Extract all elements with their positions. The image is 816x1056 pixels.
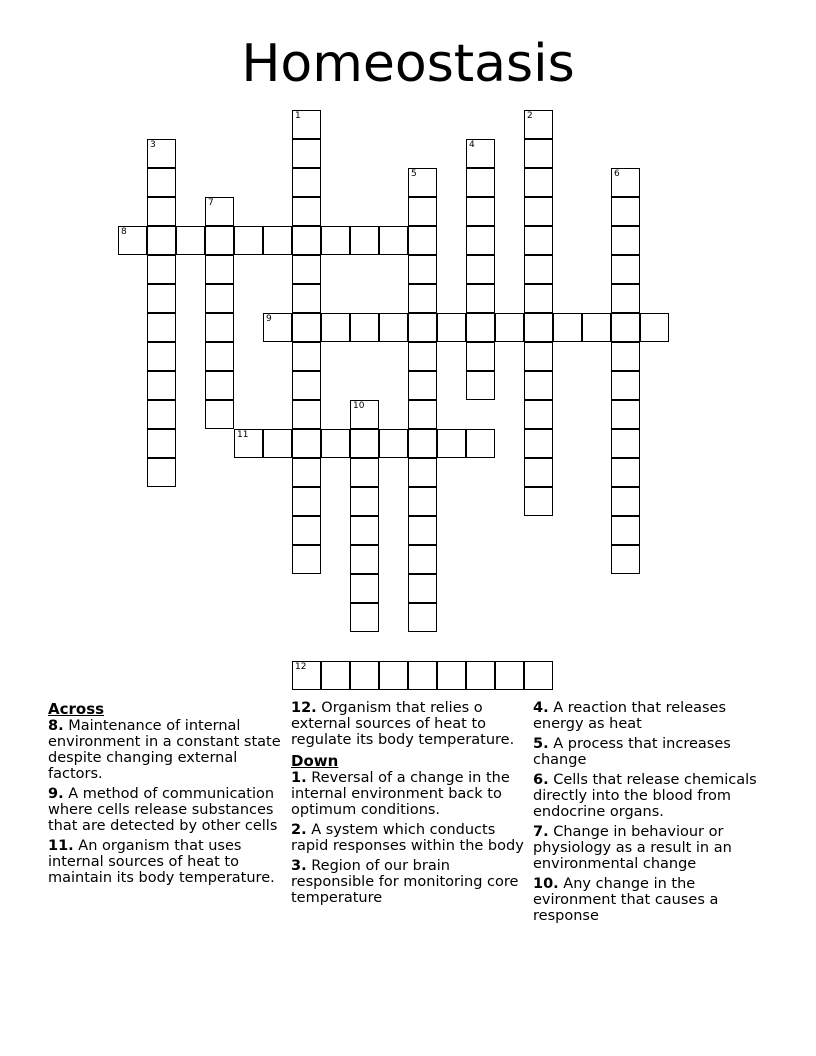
grid-cell[interactable] [611, 342, 640, 371]
grid-cell[interactable] [292, 284, 321, 313]
grid-cell[interactable] [292, 342, 321, 371]
grid-cell[interactable] [205, 313, 234, 342]
grid-cell[interactable] [350, 429, 379, 458]
grid-cell[interactable] [408, 400, 437, 429]
clue-number: 7 [208, 198, 214, 208]
clue-number: 4 [469, 140, 475, 150]
grid-cell[interactable] [524, 371, 553, 400]
grid-cell[interactable] [292, 545, 321, 574]
grid-cell[interactable] [205, 255, 234, 284]
grid-cell[interactable] [524, 284, 553, 313]
grid-cell[interactable] [611, 255, 640, 284]
grid-cell[interactable] [524, 661, 553, 690]
grid-cell[interactable] [524, 429, 553, 458]
grid-cell[interactable] [205, 371, 234, 400]
grid-cell[interactable] [408, 284, 437, 313]
grid-cell[interactable] [408, 168, 437, 197]
grid-cell[interactable] [611, 429, 640, 458]
grid-cell[interactable] [466, 371, 495, 400]
grid-cell[interactable] [292, 400, 321, 429]
clues-column-2 [291, 700, 531, 910]
clue-number: 2 [527, 111, 533, 121]
grid-cell[interactable] [205, 342, 234, 371]
grid-cell[interactable] [350, 603, 379, 632]
page-title: Homeostasis [241, 34, 575, 94]
clue-number: 10 [353, 401, 365, 411]
clue-number: 8 [121, 227, 127, 237]
grid-cell[interactable] [640, 313, 669, 342]
clue-down-4: 4. A reaction that releases energy as heat [533, 700, 727, 732]
clue-down-5: 5. A process that increases change [533, 736, 731, 768]
grid-cell[interactable] [350, 516, 379, 545]
grid-cell[interactable] [147, 400, 176, 429]
clue-across-12: 12. Organism that relies o external sources of heat to regulate its body temperature. [291, 700, 515, 748]
clue-number: 1 [295, 111, 301, 121]
grid-cell[interactable] [147, 429, 176, 458]
grid-cell[interactable] [611, 487, 640, 516]
grid-cell[interactable] [408, 574, 437, 603]
grid-cell[interactable] [408, 371, 437, 400]
grid-cell[interactable] [350, 226, 379, 255]
grid-cell[interactable] [263, 429, 292, 458]
grid-cell[interactable] [263, 313, 292, 342]
grid-cell[interactable] [292, 516, 321, 545]
grid-cell[interactable] [524, 255, 553, 284]
grid-cell[interactable] [408, 458, 437, 487]
grid-cell[interactable] [350, 313, 379, 342]
grid-cell[interactable] [292, 168, 321, 197]
grid-cell[interactable] [234, 429, 263, 458]
grid-cell[interactable] [611, 458, 640, 487]
grid-cell[interactable] [292, 197, 321, 226]
grid-cell[interactable] [611, 313, 640, 342]
grid-cell[interactable] [147, 226, 176, 255]
clue-number: 11 [237, 430, 249, 440]
grid-cell[interactable] [292, 487, 321, 516]
grid-cell[interactable] [147, 255, 176, 284]
grid-cell[interactable] [466, 168, 495, 197]
grid-cell[interactable] [292, 313, 321, 342]
grid-cell[interactable] [408, 603, 437, 632]
grid-cell[interactable] [379, 313, 408, 342]
grid-cell[interactable] [147, 313, 176, 342]
clue-down-10: 10. Any change in the evironment that causes a response [533, 876, 719, 924]
grid-cell[interactable] [611, 545, 640, 574]
down-heading: Down [291, 752, 339, 770]
grid-cell[interactable] [408, 197, 437, 226]
grid-cell[interactable] [466, 139, 495, 168]
grid-cell[interactable] [524, 313, 553, 342]
grid-cell[interactable] [466, 661, 495, 690]
clue-across-8: 8. Maintenance of internal environment in a constant state despite changing external factors. [48, 718, 281, 782]
clue-down-7: 7. Change in behaviour or physiology as a result in an environmental change [533, 824, 732, 872]
grid-cell[interactable] [524, 139, 553, 168]
grid-cell[interactable] [292, 661, 321, 690]
grid-cell[interactable] [147, 168, 176, 197]
grid-cell[interactable] [292, 226, 321, 255]
grid-cell[interactable] [234, 226, 263, 255]
grid-cell[interactable] [379, 429, 408, 458]
grid-cell[interactable] [292, 429, 321, 458]
grid-cell[interactable] [205, 197, 234, 226]
grid-cell[interactable] [408, 226, 437, 255]
clue-down-1: 1. Reversal of a change in the internal environment back to optimum conditions. [291, 770, 510, 818]
grid-cell[interactable] [350, 400, 379, 429]
grid-cell[interactable] [408, 313, 437, 342]
grid-cell[interactable] [292, 255, 321, 284]
grid-cell[interactable] [408, 516, 437, 545]
grid-cell[interactable] [466, 197, 495, 226]
grid-cell[interactable] [205, 400, 234, 429]
clue-down-2: 2. A system which conducts rapid responses within the body [291, 822, 524, 854]
clue-number: 9 [266, 314, 272, 324]
grid-cell[interactable] [611, 168, 640, 197]
grid-cell[interactable] [292, 458, 321, 487]
grid-cell[interactable] [611, 516, 640, 545]
grid-cell[interactable] [524, 342, 553, 371]
grid-cell[interactable] [408, 487, 437, 516]
grid-cell[interactable] [321, 429, 350, 458]
grid-cell[interactable] [350, 458, 379, 487]
clues-column-1 [48, 700, 288, 890]
grid-cell[interactable] [611, 226, 640, 255]
grid-cell[interactable] [408, 429, 437, 458]
grid-cell[interactable] [292, 110, 321, 139]
grid-cell[interactable] [205, 284, 234, 313]
across-heading: Across [48, 700, 105, 718]
grid-cell[interactable] [350, 661, 379, 690]
grid-cell[interactable] [466, 342, 495, 371]
grid-cell[interactable] [524, 487, 553, 516]
grid-cell[interactable] [321, 661, 350, 690]
grid-cell[interactable] [147, 197, 176, 226]
clue-across-9: 9. A method of communication where cells release substances that are detected by other cells [48, 786, 278, 834]
clue-number: 5 [411, 169, 417, 179]
grid-cell[interactable] [408, 342, 437, 371]
grid-cell[interactable] [379, 226, 408, 255]
grid-cell[interactable] [495, 313, 524, 342]
grid-cell[interactable] [408, 255, 437, 284]
grid-cell[interactable] [408, 545, 437, 574]
grid-cell[interactable] [611, 284, 640, 313]
grid-cell[interactable] [176, 226, 205, 255]
grid-cell[interactable] [524, 226, 553, 255]
grid-cell[interactable] [147, 284, 176, 313]
grid-cell[interactable] [408, 661, 437, 690]
grid-cell[interactable] [524, 400, 553, 429]
grid-cell[interactable] [437, 429, 466, 458]
grid-cell[interactable] [292, 371, 321, 400]
grid-cell[interactable] [350, 574, 379, 603]
grid-cell[interactable] [553, 313, 582, 342]
grid-cell[interactable] [263, 226, 292, 255]
grid-cell[interactable] [466, 284, 495, 313]
grid-cell[interactable] [147, 458, 176, 487]
grid-cell[interactable] [611, 371, 640, 400]
grid-cell[interactable] [350, 487, 379, 516]
grid-cell[interactable] [321, 313, 350, 342]
grid-cell[interactable] [611, 197, 640, 226]
grid-cell[interactable] [524, 197, 553, 226]
clues-column-3 [533, 700, 773, 928]
grid-cell[interactable] [495, 661, 524, 690]
clue-across-11: 11. An organism that uses internal sources of heat to maintain its body temperature. [48, 838, 275, 886]
grid-cell[interactable] [437, 661, 466, 690]
grid-cell[interactable] [582, 313, 611, 342]
grid-cell[interactable] [321, 226, 350, 255]
grid-cell[interactable] [147, 342, 176, 371]
grid-cell[interactable] [466, 255, 495, 284]
grid-cell[interactable] [205, 226, 234, 255]
clue-number: 6 [614, 169, 620, 179]
grid-cell[interactable] [437, 313, 466, 342]
grid-cell[interactable] [524, 110, 553, 139]
grid-cell[interactable] [524, 458, 553, 487]
grid-cell[interactable] [524, 168, 553, 197]
clue-number: 12 [295, 662, 307, 672]
grid-cell[interactable] [466, 226, 495, 255]
grid-cell[interactable] [147, 371, 176, 400]
grid-cell[interactable] [350, 545, 379, 574]
grid-cell[interactable] [466, 313, 495, 342]
clue-down-6: 6. Cells that release chemicals directly into the blood from endocrine organs. [533, 772, 757, 820]
grid-cell[interactable] [118, 226, 147, 255]
grid-cell[interactable] [611, 400, 640, 429]
grid-cell[interactable] [379, 661, 408, 690]
clue-down-3: 3. Region of our brain responsible for monitoring core temperature [291, 858, 519, 906]
grid-cell[interactable] [147, 139, 176, 168]
grid-cell[interactable] [466, 429, 495, 458]
grid-cell[interactable] [292, 139, 321, 168]
clue-number: 3 [150, 140, 156, 150]
